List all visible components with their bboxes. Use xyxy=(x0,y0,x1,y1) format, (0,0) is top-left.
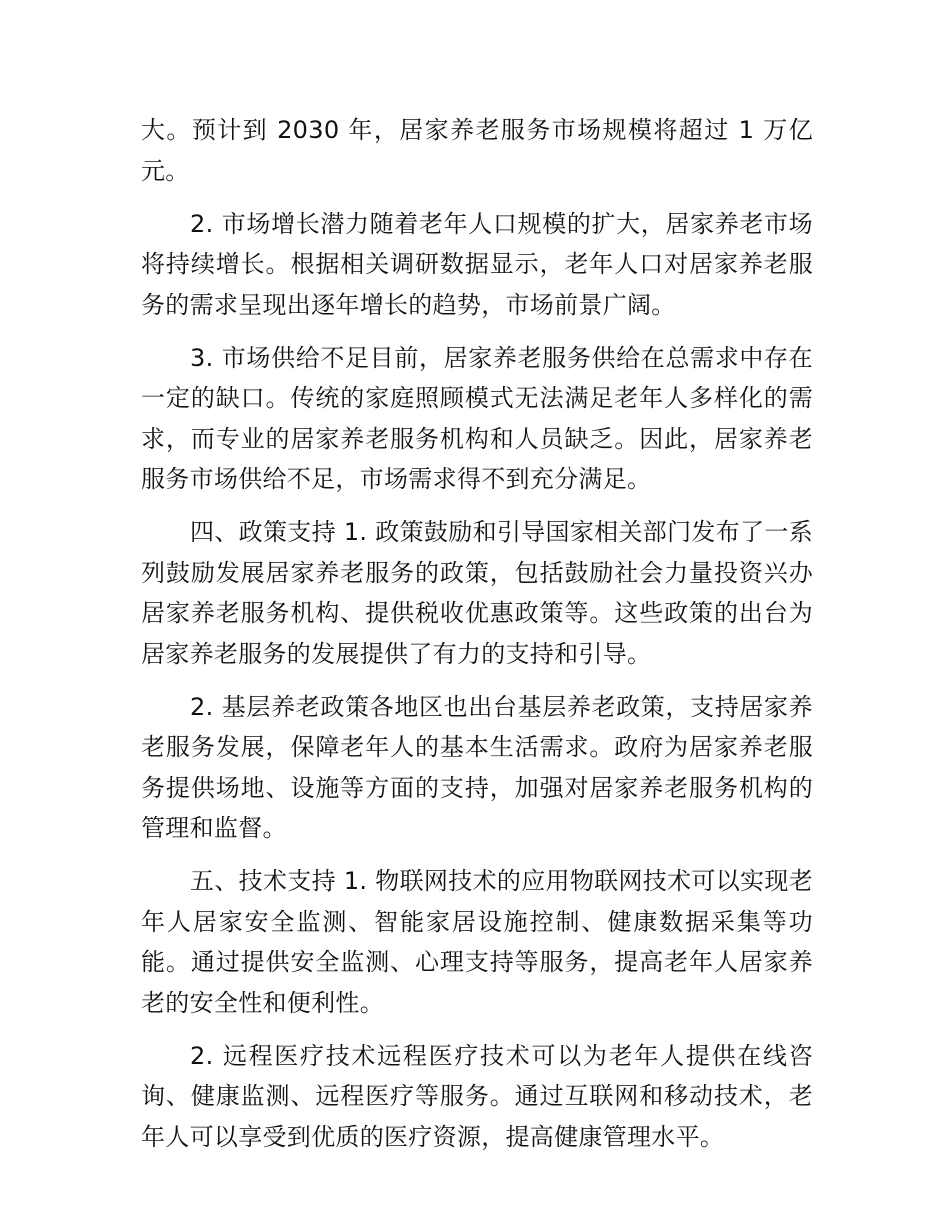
paragraph-market-scale-end: 大。预计到 2030 年，居家养老服务市场规模将超过 1 万亿元。 xyxy=(141,116,813,185)
paragraph-market-supply: 3. 市场供给不足目前，居家养老服务供给在总需求中存在一定的缺口。传统的家庭照顾模式无法满足老年人多样化的需求，而专业的居家养老服务机构和人员缺乏。因此，居家养老服务市场供给不足，市场需求得不到充分满足。 xyxy=(141,343,813,493)
paragraph-market-growth: 2. 市场增长潜力随着老年人口规模的扩大，居家养老市场将持续增长。根据相关调研数据显示，老年人口对居家养老服务的需求呈现出逐年增长的趋势，市场前景广阔。 xyxy=(141,209,813,319)
document-body xyxy=(141,110,813,1157)
paragraph-local-policy: 2. 基层养老政策各地区也出台基层养老政策，支持居家养老服务发展，保障老年人的基本生活需求。政府为居家养老服务提供场地、设施等方面的支持，加强对居家养老服务机构的管理和监督。 xyxy=(141,692,813,842)
paragraph-policy-support: 四、政策支持 1. 政策鼓励和引导国家相关部门发布了一系列鼓励发展居家养老服务的政策，包括鼓励社会力量投资兴办居家养老服务机构、提供税收优惠政策等。这些政策的出台为居家养老服务的发展提供了有力的支持和引导。 xyxy=(141,518,813,668)
paragraph-telemedicine: 2. 远程医疗技术远程医疗技术可以为老年人提供在线咨询、健康监测、远程医疗等服务。通过互联网和移动技术，老年人可以享受到优质的医疗资源，提高健康管理水平。 xyxy=(141,1041,813,1151)
paragraph-iot-technology: 五、技术支持 1. 物联网技术的应用物联网技术可以实现老年人居家安全监测、智能家居设施控制、健康数据采集等功能。通过提供安全监测、心理支持等服务，提高老年人居家养老的安全性和便利性。 xyxy=(141,867,813,1017)
